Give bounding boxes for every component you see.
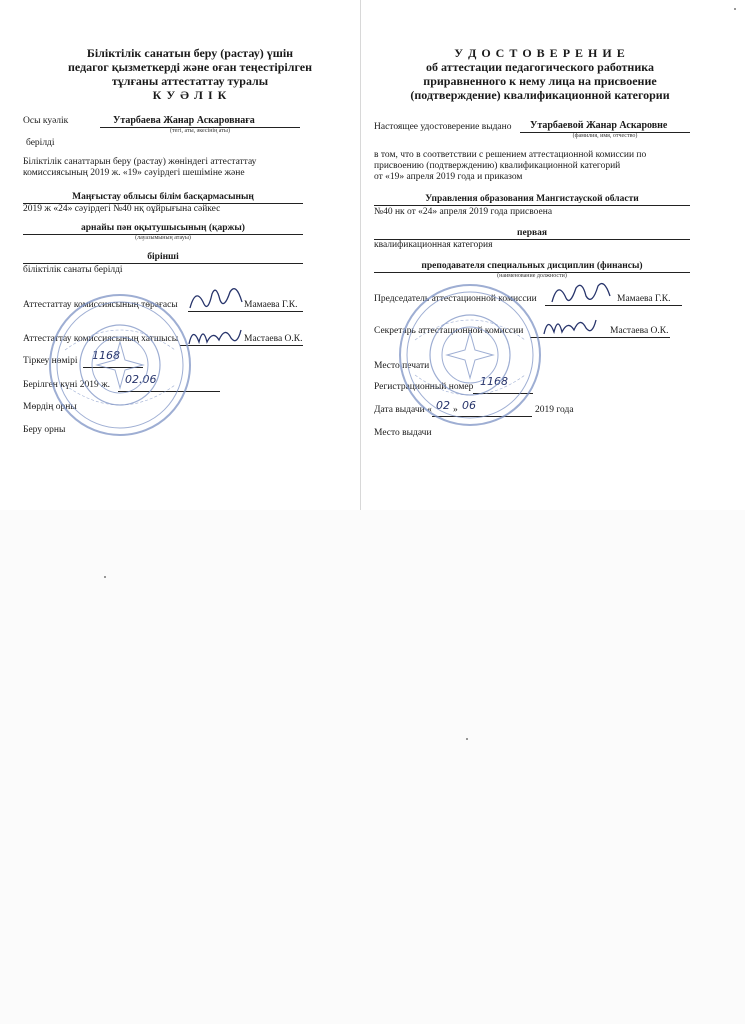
ru-date-day-handwritten: 02 <box>436 399 450 412</box>
blank-lower-area <box>0 510 745 1024</box>
ru-secretary-label: Секретарь аттестационной комиссии <box>374 326 524 336</box>
kk-chair-signature <box>186 282 246 314</box>
ru-text-line-2: присвоению (подтверждению) квалификационной категорий <box>374 161 621 171</box>
ru-place-label: Место выдачи <box>374 428 432 438</box>
kk-category-given: біліктілік санаты берілді <box>23 265 123 275</box>
ru-title-line-3: приравненного к нему лица на присвоение <box>423 74 657 88</box>
ru-title-line-4: (подтверждение) квалификационной категории <box>410 88 670 102</box>
ru-category: первая <box>517 228 547 238</box>
kk-issued-to-label: Осы куәлік <box>23 116 69 126</box>
kk-reg-handwritten: 1168 <box>92 349 120 362</box>
kk-chair-label: Аттестаттау комиссиясының төрағасы <box>23 300 178 310</box>
ru-date-mid: » <box>453 405 458 415</box>
kk-text-line-2: комиссиясының 2019 ж. «19» сәуірдегі шешіміне және <box>23 168 245 178</box>
ru-chair-label: Председатель аттестационной комиссии <box>374 294 537 304</box>
ru-name-caption: (фамилия, имя, отчество) <box>572 133 638 139</box>
ru-authority: Управления образования Мангистауской области <box>425 194 639 204</box>
ru-chair-name: Мамаева Г.К. <box>617 294 671 304</box>
ru-date-month-handwritten: 06 <box>462 399 476 412</box>
ru-date-label: Дата выдачи « <box>374 405 432 415</box>
kk-secretary-name: Мастаева О.К. <box>244 334 303 344</box>
ru-position-caption: (наименование должности) <box>497 273 567 279</box>
kk-title-line-3: тұлғаны аттестаттау туралы <box>111 74 269 88</box>
kk-official-stamp <box>45 290 195 440</box>
kk-seal-label: Мөрдің орны <box>23 402 77 412</box>
kk-chair-name: Мамаева Г.К. <box>244 300 298 310</box>
ru-reg-label: Регистрационный номер <box>374 382 474 392</box>
kk-reg-label: Тіркеу нөмірі <box>23 356 78 366</box>
kk-name-caption: (тегі, аты, әкесінің аты) <box>170 128 230 134</box>
ru-title-line-2: об аттестации педагогического работника <box>425 60 654 74</box>
kk-secretary-signature <box>185 320 243 350</box>
ru-seal-label: Место печати <box>374 361 430 371</box>
ru-authority-underline <box>374 205 690 206</box>
kk-title-line-4: К У Ә Л І К <box>152 88 228 102</box>
ru-secretary-signature <box>540 310 600 340</box>
ru-text-line-1: в том, что в соответствии с решением аттестационной комиссии по <box>374 150 647 160</box>
ru-reg-handwritten: 1168 <box>480 375 508 388</box>
kk-date-handwritten: 02.06 <box>125 373 157 386</box>
kk-secretary-label: Аттестаттау комиссиясының хатшысы <box>23 334 179 344</box>
kk-title-line-2: педагог қызметкерді және оған теңестірілген <box>67 60 312 74</box>
center-fold-line <box>360 0 361 510</box>
ru-issued-to-label: Настоящее удостоверение выдано <box>374 122 512 132</box>
ru-chair-signature <box>548 278 614 308</box>
kk-category-underline <box>23 263 303 264</box>
ru-person-name: Утарбаевой Жанар Аскаровне <box>530 120 668 131</box>
scan-speck <box>104 576 106 578</box>
kk-position-caption: (лауазымының атауы) <box>135 235 191 241</box>
ru-text-line-3: от «19» апреля 2019 года и приказом <box>374 172 523 182</box>
kk-person-name: Утарбаева Жанар Аскаровнаға <box>113 115 255 126</box>
ru-order-line: №40 нк от «24» апреля 2019 года присвоена <box>374 207 553 217</box>
kk-title-line-1: Біліктілік санатын беру (растау) үшін <box>86 46 294 60</box>
ru-category-label: квалификационная категория <box>374 240 493 250</box>
ru-date-suffix: 2019 года <box>535 405 574 415</box>
ru-title-line-1: У Д О С Т О В Е Р Е Н И Е <box>454 46 626 60</box>
kk-text-line-1: Біліктілік санаттарын беру (растау) жөніндегі аттестаттау <box>23 157 257 167</box>
scan-speck <box>734 8 736 10</box>
kk-place-label: Беру орны <box>23 425 66 435</box>
kk-order-line: 2019 ж «24» сәуірдегі №40 нқ оұйрығына сәйкес <box>23 204 221 214</box>
ru-official-stamp <box>395 280 545 430</box>
kk-authority: Маңғыстау облысы білім басқармасының <box>72 192 254 202</box>
kk-issued-word: берілді <box>26 138 55 148</box>
ru-secretary-name: Мастаева О.К. <box>610 326 669 336</box>
kk-category: бірінші <box>147 252 179 262</box>
kk-date-label: Берілген күні 2019 ж. <box>23 380 111 390</box>
kk-position: арнайы пән оқытушысының (қаржы) <box>81 223 245 233</box>
ru-position: преподавателя специальных дисциплин (финансы) <box>421 261 643 271</box>
scan-speck <box>466 738 468 740</box>
